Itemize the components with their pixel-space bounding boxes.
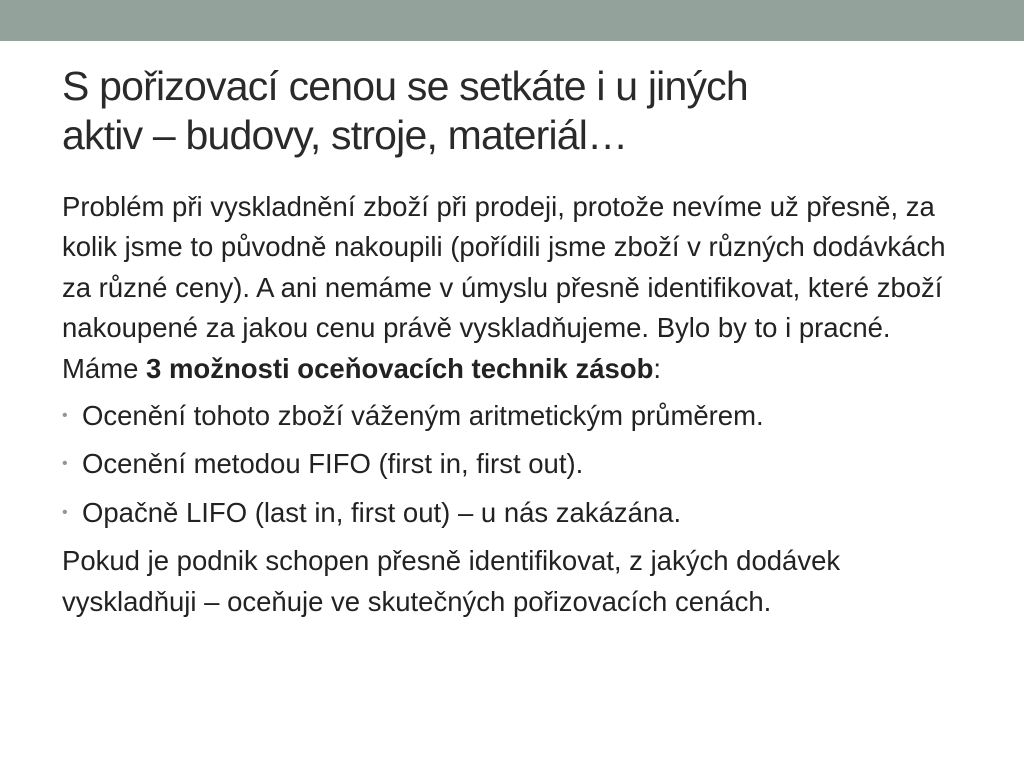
- bullet-item: [62, 444, 972, 484]
- bullet-dot-icon: •: [62, 503, 68, 521]
- lead-bold-text: 3 možnosti oceňovacích technik zásob: [146, 352, 654, 384]
- bullet-text: Ocenění tohoto zboží váženým aritmetickým průměrem.: [82, 400, 764, 432]
- bullet-text: Opačně LIFO (last in, first out) – u nás zakázána.: [82, 496, 682, 528]
- top-accent-band: [0, 0, 1024, 41]
- lead-prefix: Máme: [62, 352, 147, 384]
- closing-paragraph: Pokud je podnik schopen přesně identifikovat, z jakých dodávek vyskladňuji – oceňuje ve skutečných pořizovacích cenách.: [62, 545, 841, 617]
- lead-suffix: :: [653, 352, 662, 384]
- lead-paragraph: [62, 349, 972, 389]
- intro-paragraph: Problém při vyskladnění zboží při prodeji, protože nevíme už přesně, za kolik jsme to původně nakoupili (pořídili jsme zboží v různých dodávkách za různé ceny). A ani nemáme v úmyslu přesně identifikovat, které zboží nakoupené za jakou cenu právě vyskladňujeme. Bylo by to i pracné.: [62, 191, 946, 344]
- slide-title: [62, 62, 962, 160]
- title-line-2: aktiv – budovy, stroje, materiál…: [62, 112, 628, 158]
- bullet-item: [62, 493, 972, 533]
- bullet-dot-icon: •: [62, 455, 68, 473]
- title-line-1: S pořizovací cenou se setkáte i u jiných: [62, 63, 748, 109]
- bullet-text: Ocenění metodou FIFO (first in, first out).: [82, 448, 584, 480]
- bullet-item: [62, 396, 972, 436]
- bullet-dot-icon: •: [62, 407, 68, 425]
- slide-body: [62, 187, 972, 622]
- bullet-list: [62, 396, 972, 533]
